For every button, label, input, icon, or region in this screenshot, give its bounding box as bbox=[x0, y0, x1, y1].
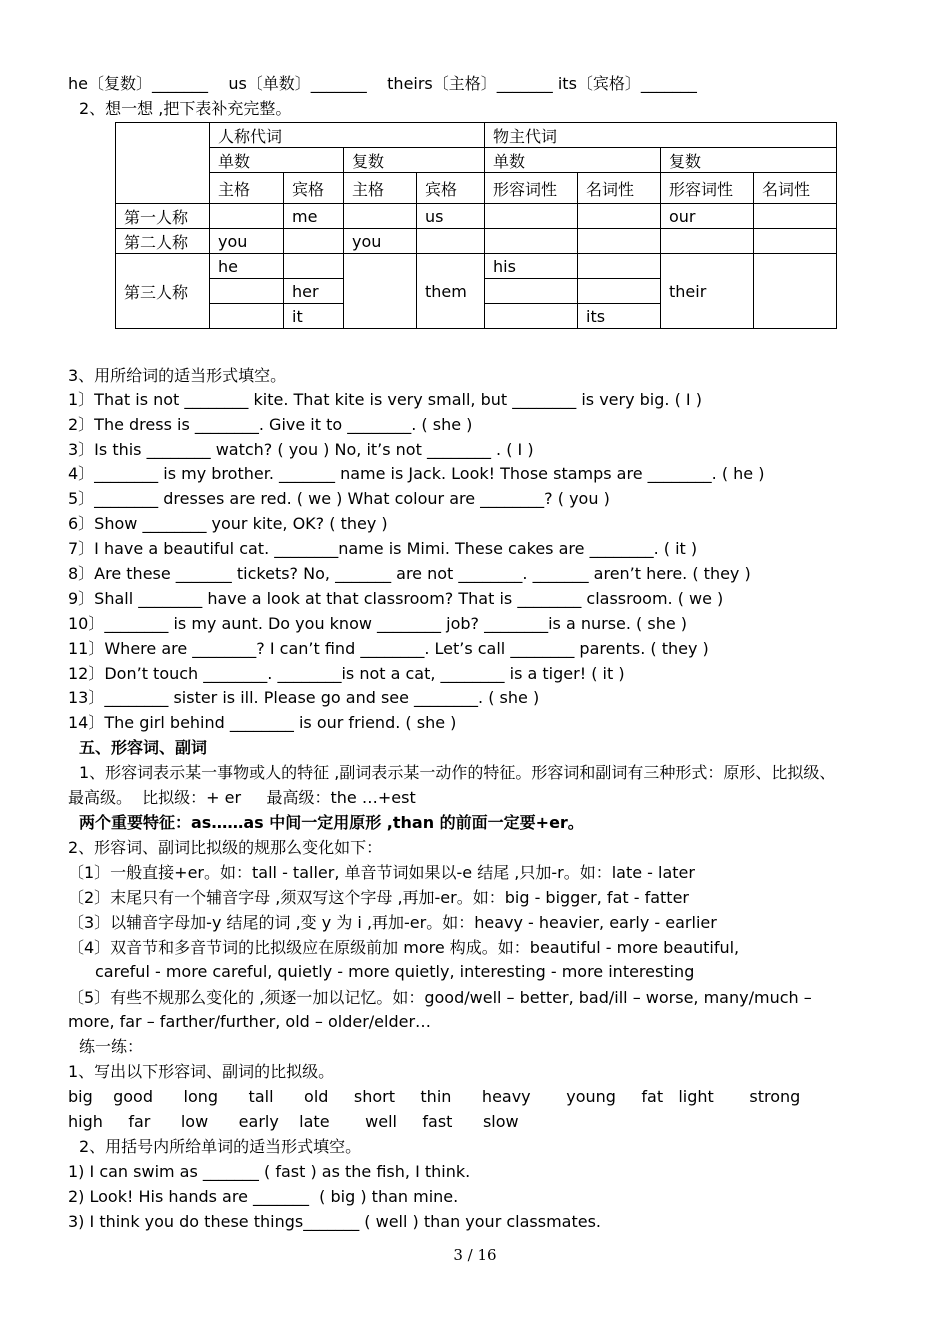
table-cell bbox=[210, 304, 284, 329]
table-cell bbox=[485, 279, 578, 304]
table-cell bbox=[754, 204, 837, 229]
table-cell: their bbox=[661, 254, 754, 329]
header-plural: 复数 bbox=[344, 148, 485, 173]
table-cell bbox=[284, 254, 344, 279]
key-point: 两个重要特征：as……as 中间一定用原形 ,than 的前面一定要+er。 bbox=[79, 813, 584, 832]
exercise-item: 7〕I have a beautiful cat. ________name is Mimi. These cakes are ________. ( it ) bbox=[68, 539, 698, 558]
table-cell: you bbox=[344, 229, 417, 254]
header-subject: 主格 bbox=[344, 173, 417, 204]
header-subject: 主格 bbox=[210, 173, 284, 204]
table-cell bbox=[485, 204, 578, 229]
row-label-third-person: 第三人称 bbox=[116, 254, 210, 329]
exercise-item: 12〕Don’t touch ________. ________is not a cat, ________ is a tiger! ( it ) bbox=[68, 664, 625, 683]
table-cell bbox=[754, 229, 837, 254]
header-object: 宾格 bbox=[284, 173, 344, 204]
practice-2-title: 2、用括号内所给单词的适当形式填空。 bbox=[79, 1137, 362, 1156]
table-cell bbox=[344, 254, 417, 329]
header-personal-pronouns: 人称代词 bbox=[210, 123, 485, 148]
section-5-paragraph: 1、形容词表示某一事物或人的特征 ,副词表示某一动作的特征。形容词和副词有三种形式：原形、比拟级、 bbox=[79, 763, 836, 782]
word-list: big good long tall old short thin heavy young fat light strong bbox=[68, 1087, 801, 1106]
exercise-item: 9〕Shall ________ have a look at that classroom? That is ________ classroom. ( we ) bbox=[68, 589, 724, 608]
exercise-item: 10〕________ is my aunt. Do you know ________ job? ________is a nurse. ( she ) bbox=[68, 614, 688, 633]
table-cell bbox=[284, 229, 344, 254]
table-cell bbox=[578, 229, 661, 254]
header-adjectival: 形容词性 bbox=[485, 173, 578, 204]
rules-intro: 2、形容词、副词比拟级的规那么变化如下： bbox=[68, 838, 383, 857]
exercise-item: 1〕That is not ________ kite. That kite is very small, but ________ is very big. ( I ) bbox=[68, 390, 702, 409]
exercise-item: 3〕Is this ________ watch? ( you ) No, it’s not ________ . ( I ) bbox=[68, 440, 534, 459]
table-cell bbox=[578, 254, 661, 279]
table-cell: us bbox=[417, 204, 485, 229]
header-nominal: 名词性 bbox=[754, 173, 837, 204]
rule-item-continued: more, far – farther/further, old – older/elder… bbox=[68, 1012, 432, 1031]
page-number: 3 / 16 bbox=[453, 1246, 497, 1264]
exercise-item: 4〕________ is my brother. _______ name is Jack. Look! Those stamps are ________. ( he ) bbox=[68, 464, 765, 483]
header-plural: 复数 bbox=[661, 148, 837, 173]
table-cell: its bbox=[578, 304, 661, 329]
header-possessive-pronouns: 物主代词 bbox=[485, 123, 837, 148]
table-cell bbox=[485, 229, 578, 254]
table-cell bbox=[578, 204, 661, 229]
header-singular: 单数 bbox=[210, 148, 344, 173]
rule-item: 〔2〕末尾只有一个辅音字母 ,须双写这个字母 ,再加-er。如：big - bigger, fat - fatter bbox=[68, 888, 689, 907]
exercise-item: 3) I think you do these things_______ ( well ) than your classmates. bbox=[68, 1212, 601, 1231]
practice-1-title: 1、写出以下形容词、副词的比拟级。 bbox=[68, 1062, 335, 1081]
table-cell bbox=[210, 279, 284, 304]
exercise-item: 2) Look! His hands are _______ ( big ) than mine. bbox=[68, 1187, 459, 1206]
table-cell: her bbox=[284, 279, 344, 304]
table-cell bbox=[661, 229, 754, 254]
header-nominal: 名词性 bbox=[578, 173, 661, 204]
table-cell bbox=[210, 204, 284, 229]
pronoun-fill-line: he〔复数〕_______ us〔单数〕_______ theirs〔主格〕_______ its〔宾格〕_______ bbox=[68, 74, 697, 93]
pronoun-table bbox=[115, 122, 837, 329]
exercise-item: 14〕The girl behind ________ is our friend. ( she ) bbox=[68, 713, 457, 732]
practice-title: 练一练： bbox=[79, 1037, 144, 1056]
table-cell bbox=[754, 254, 837, 329]
header-adjectival: 形容词性 bbox=[661, 173, 754, 204]
table-cell: he bbox=[210, 254, 284, 279]
rule-item: 〔5〕有些不规那么变化的 ,须逐一加以记忆。如：good/well – better, bad/ill – worse, many/much – bbox=[68, 988, 812, 1007]
header-singular: 单数 bbox=[485, 148, 661, 173]
table-cell bbox=[344, 204, 417, 229]
section-5-heading: 五、形容词、副词 bbox=[79, 738, 208, 757]
table-cell bbox=[485, 304, 578, 329]
exercise-item: 11〕Where are ________? I can’t find ________. Let’s call ________ parents. ( they ) bbox=[68, 639, 709, 658]
table-cell: them bbox=[417, 254, 485, 329]
exercise-item: 1) I can swim as _______ ( fast ) as the fish, I think. bbox=[68, 1162, 471, 1181]
rule-item-continued: careful - more careful, quietly - more quietly, interesting - more interesting bbox=[95, 962, 695, 981]
exercise-item: 8〕Are these _______ tickets? No, _______ are not ________. _______ aren’t here. ( they ) bbox=[68, 564, 751, 583]
question-2-title: 2、想一想 ,把下表补充完整。 bbox=[79, 99, 292, 118]
word-list: high far low early late well fast slow bbox=[68, 1112, 519, 1131]
row-label-second-person: 第二人称 bbox=[116, 229, 210, 254]
table-cell bbox=[417, 229, 485, 254]
exercise-item: 13〕________ sister is ill. Please go and see ________. ( she ) bbox=[68, 688, 540, 707]
header-object: 宾格 bbox=[417, 173, 485, 204]
exercise-item: 5〕________ dresses are red. ( we ) What colour are ________? ( you ) bbox=[68, 489, 610, 508]
rule-item: 〔3〕以辅音字母加-y 结尾的词 ,变 y 为 i ,再加-er。如：heavy - heavier, early - earlier bbox=[68, 913, 717, 932]
table-cell: it bbox=[284, 304, 344, 329]
table-corner-cell bbox=[116, 123, 210, 204]
rule-item: 〔1〕一般直接+er。如：tall - taller, 单音节词如果以-e 结尾 ,只加-r。如：late - later bbox=[68, 863, 695, 882]
table-cell: me bbox=[284, 204, 344, 229]
table-cell bbox=[578, 279, 661, 304]
table-cell: you bbox=[210, 229, 284, 254]
question-3-title: 3、用所给词的适当形式填空。 bbox=[68, 366, 287, 385]
table-cell: his bbox=[485, 254, 578, 279]
row-label-first-person: 第一人称 bbox=[116, 204, 210, 229]
exercise-item: 6〕Show ________ your kite, OK? ( they ) bbox=[68, 514, 388, 533]
section-5-paragraph: 最高级。 比拟级：+ er 最高级：the …+est bbox=[68, 788, 416, 807]
exercise-item: 2〕The dress is ________. Give it to ________. ( she ) bbox=[68, 415, 473, 434]
rule-item: 〔4〕双音节和多音节词的比拟级应在原级前加 more 构成。如：beautiful - more beautiful, bbox=[68, 938, 740, 957]
table-cell: our bbox=[661, 204, 754, 229]
